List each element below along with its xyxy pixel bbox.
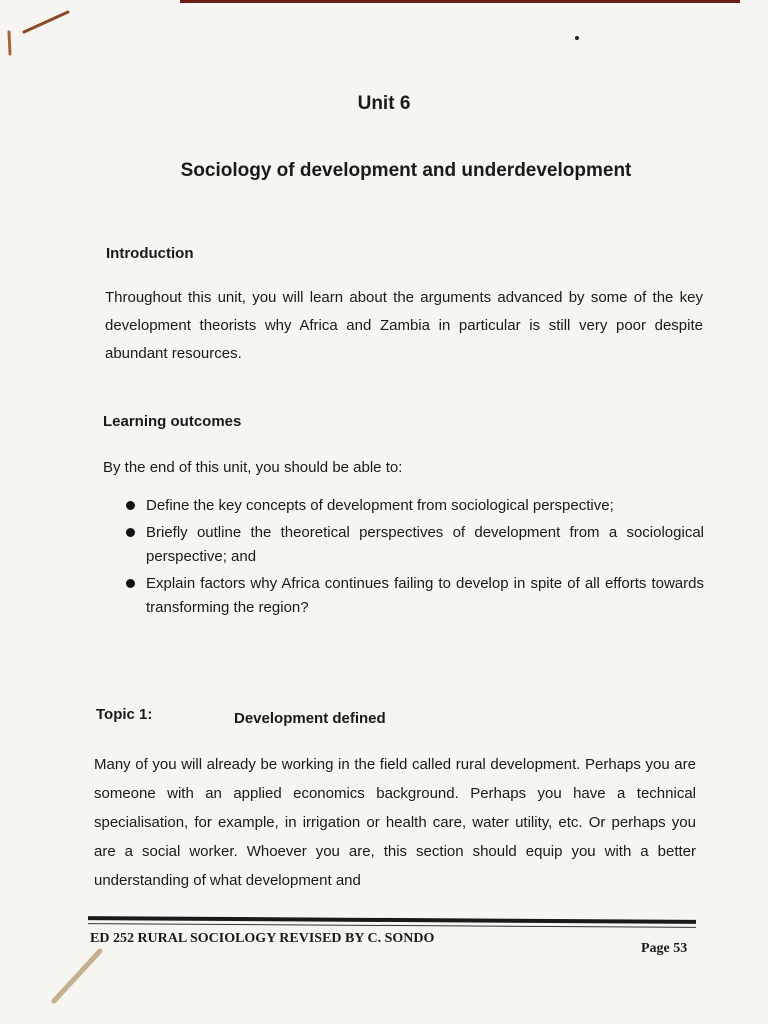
pen-mark-decoration <box>20 8 72 36</box>
learning-outcomes-heading: Learning outcomes <box>103 413 242 430</box>
list-item <box>124 521 704 569</box>
bullet-icon <box>126 501 135 510</box>
learning-outcomes-list <box>124 494 704 623</box>
topic-title: Development defined <box>234 710 386 727</box>
page-title: Sociology of development and underdevelopment <box>180 160 632 181</box>
page-number: Page 53 <box>641 941 688 956</box>
stain-mark-decoration <box>44 945 106 1007</box>
footer-rule <box>88 916 696 924</box>
list-item <box>124 572 704 620</box>
pen-mark-decoration-2 <box>2 28 16 58</box>
introduction-paragraph: Throughout this unit, you will learn about the arguments advanced by some of the key development theorists why Africa and Zambia in particular is still very poor despite abundant resources. <box>105 289 703 362</box>
list-item <box>124 494 704 518</box>
ink-speck <box>575 36 579 40</box>
page-top-edge <box>180 0 740 3</box>
introduction-heading: Introduction <box>106 245 194 262</box>
topic-label: Topic 1: <box>96 706 153 723</box>
unit-title: Unit 6 <box>357 93 411 114</box>
bullet-icon <box>126 528 135 537</box>
list-item-text: Explain factors why Africa continues failing to develop in spite of all efforts towards transforming the region? <box>146 575 704 616</box>
list-item-text: Define the key concepts of development from sociological perspective; <box>146 497 614 514</box>
list-item-text: Briefly outline the theoretical perspectives of development from a sociological perspective; and <box>146 524 704 565</box>
footer-rule-thin <box>88 923 696 928</box>
bullet-icon <box>126 579 135 588</box>
footer-course: ED 252 RURAL SOCIOLOGY REVISED BY C. SONDO <box>90 931 435 946</box>
topic-paragraph: Many of you will already be working in the field called rural development. Perhaps you are someone with an applied economics background. Perhaps you have a technical specialisation, for example, in irrigation or health care, water utility, etc. Or perhaps you are a social worker. Whoever you are, this section should equip you with a better understanding of what development and <box>94 756 696 889</box>
learning-outcomes-lead: By the end of this unit, you should be able to: <box>103 459 403 476</box>
